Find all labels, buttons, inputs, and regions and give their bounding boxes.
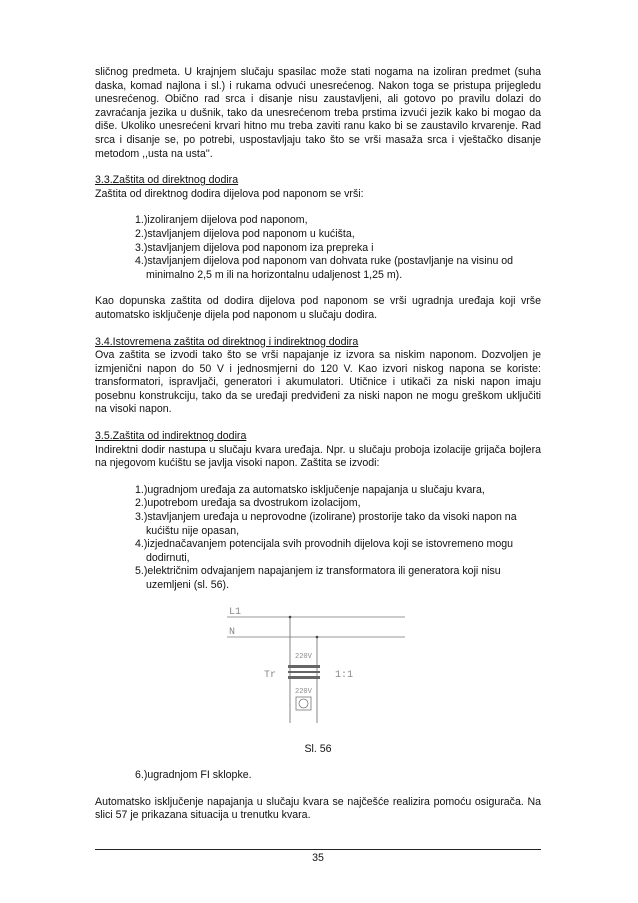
figure-56-circuit-diagram xyxy=(95,595,541,743)
intro-paragraph: sličnog predmeta. U krajnjem slučaju spasilac može stati nogama na izoliran predmet (suha daska, komad najlona i sl.) i rukama odvući unesrećenog. Nakon toga se pristupa prijegledu unesrećenog. Obično rad srca i disanje nisu zaustavljeni, ali gotovo po pravilu dolazi do zavraćanja jezika u dušnik, tako da unesrećenom treba prstima izvući jezik kako bi mogao da diše. Ukoliko unesrećeni krvari hitno mu treba zaviti ranu kako bi se zaustavilo krvarenje. Rad srca i disanje se, po potrebi, uspostavljaju tako što se vrši masaža srca i vještačko disanje metodom ,,usta na usta''. xyxy=(95,66,541,160)
label-ratio: 1:1 xyxy=(335,669,354,681)
section-3-5-lead: Indirektni dodir nastupa u slučaju kvara uređaja. Npr. u slučaju proboja izolacije grijača bojlera na njegovom kućištu se javlja visoki napon. Zaštita se izvodi: xyxy=(95,443,541,470)
footer-divider xyxy=(95,849,541,850)
primary-winding xyxy=(288,665,320,668)
transformer-core xyxy=(288,671,320,673)
section-3-3-note: Kao dopunska zaštita od dodira dijelova pod naponom se vrši ugradnja uređaja koji vrše automatsko isključenje dijela pod naponom u slučaju dodira. xyxy=(95,295,541,321)
section-heading-3-5: 3.5.Zaštita od indirektnog dodira xyxy=(95,430,247,443)
list-item: 4.)stavljanjem dijelova pod naponom van dohvata ruke (postavljanje na visinu od minimalno 2,5 m ili na horizontalnu udaljenost 1,25 m). xyxy=(135,255,514,281)
page-number: 35 xyxy=(312,852,324,864)
secondary-winding xyxy=(288,676,320,679)
junction-dot xyxy=(289,615,292,618)
list-item: 3.)stavljanjem uređaja u neprovodne (izolirane) prostorije tako da visoki napon na kućištu nije opasan, xyxy=(135,511,517,537)
label-n: N xyxy=(229,626,236,638)
list-item: 3.)stavljanjem dijelova pod naponom iza prepreka i xyxy=(135,241,374,254)
list-item: 1.)ugradnjom uređaja za automatsko isključenje napajanja u slučaju kvara, xyxy=(135,483,485,496)
direct-contact-protection-list xyxy=(95,214,541,282)
list-item: 1.)izoliranjem dijelova pod naponom, xyxy=(135,214,308,227)
page-content xyxy=(95,66,541,823)
isolation-transformer-diagram xyxy=(95,595,541,743)
label-l1: L1 xyxy=(229,606,242,618)
indirect-contact-protection-list xyxy=(95,484,541,593)
section-3-4-text: Ova zaštita se izvodi tako što se vrši napajanje iz izvora sa niskim naponom. Dozvoljen je izmjenični napon do 50 V i jednosmjerni do 120 V. Kao izvori niskog napona se koriste: transformatori, ispravljači, generatori i akumulatori. Utičnice i utikači za niski napon imaju posebnu konstrukciju, tako da se uređaji predviđeni za niski napon ne mogu greškom uključiti na visoki napon. xyxy=(95,349,541,416)
figure-caption: Sl. 56 xyxy=(304,742,332,755)
list-item-6: 6.)ugradnjom FI sklopke. xyxy=(135,769,252,782)
closing-paragraph: Automatsko isključenje napajanja u slučaju kvara se najčešće realizira pomoću osigurača. Na slici 57 je prikazana situacija u trenutku kvara. xyxy=(95,795,541,822)
label-primary-voltage: 220V xyxy=(295,652,312,661)
section-heading-3-4: 3.4.Istovremena zaštita od direktnog i indirektnog dodira xyxy=(95,335,359,348)
list-item: 5.)električnim odvajanjem napajanjem iz transformatora ili generatora koji nisu uzemljeni (sl. 56). xyxy=(135,565,501,591)
label-secondary-voltage: 220V xyxy=(295,687,312,696)
list-item: 2.)stavljanjem dijelova pod naponom u kućišta, xyxy=(135,227,355,240)
list-item: 4.)izjednačavanjem potencijala svih provodnih dijelova koji se istovremeno mogu dodirnuti, xyxy=(135,538,514,564)
section-heading-3-3: 3.3.Zaštita od direktnog dodira xyxy=(95,174,239,187)
list-item: 2.)upotrebom uređaja sa dvostrukom izolacijom, xyxy=(135,497,361,510)
label-tr: Tr xyxy=(264,669,277,681)
junction-dot xyxy=(316,635,319,638)
section-3-3-lead: Zaštita od direktnog dodira dijelova pod naponom se vrši: xyxy=(95,187,364,200)
load-icon xyxy=(299,699,308,708)
